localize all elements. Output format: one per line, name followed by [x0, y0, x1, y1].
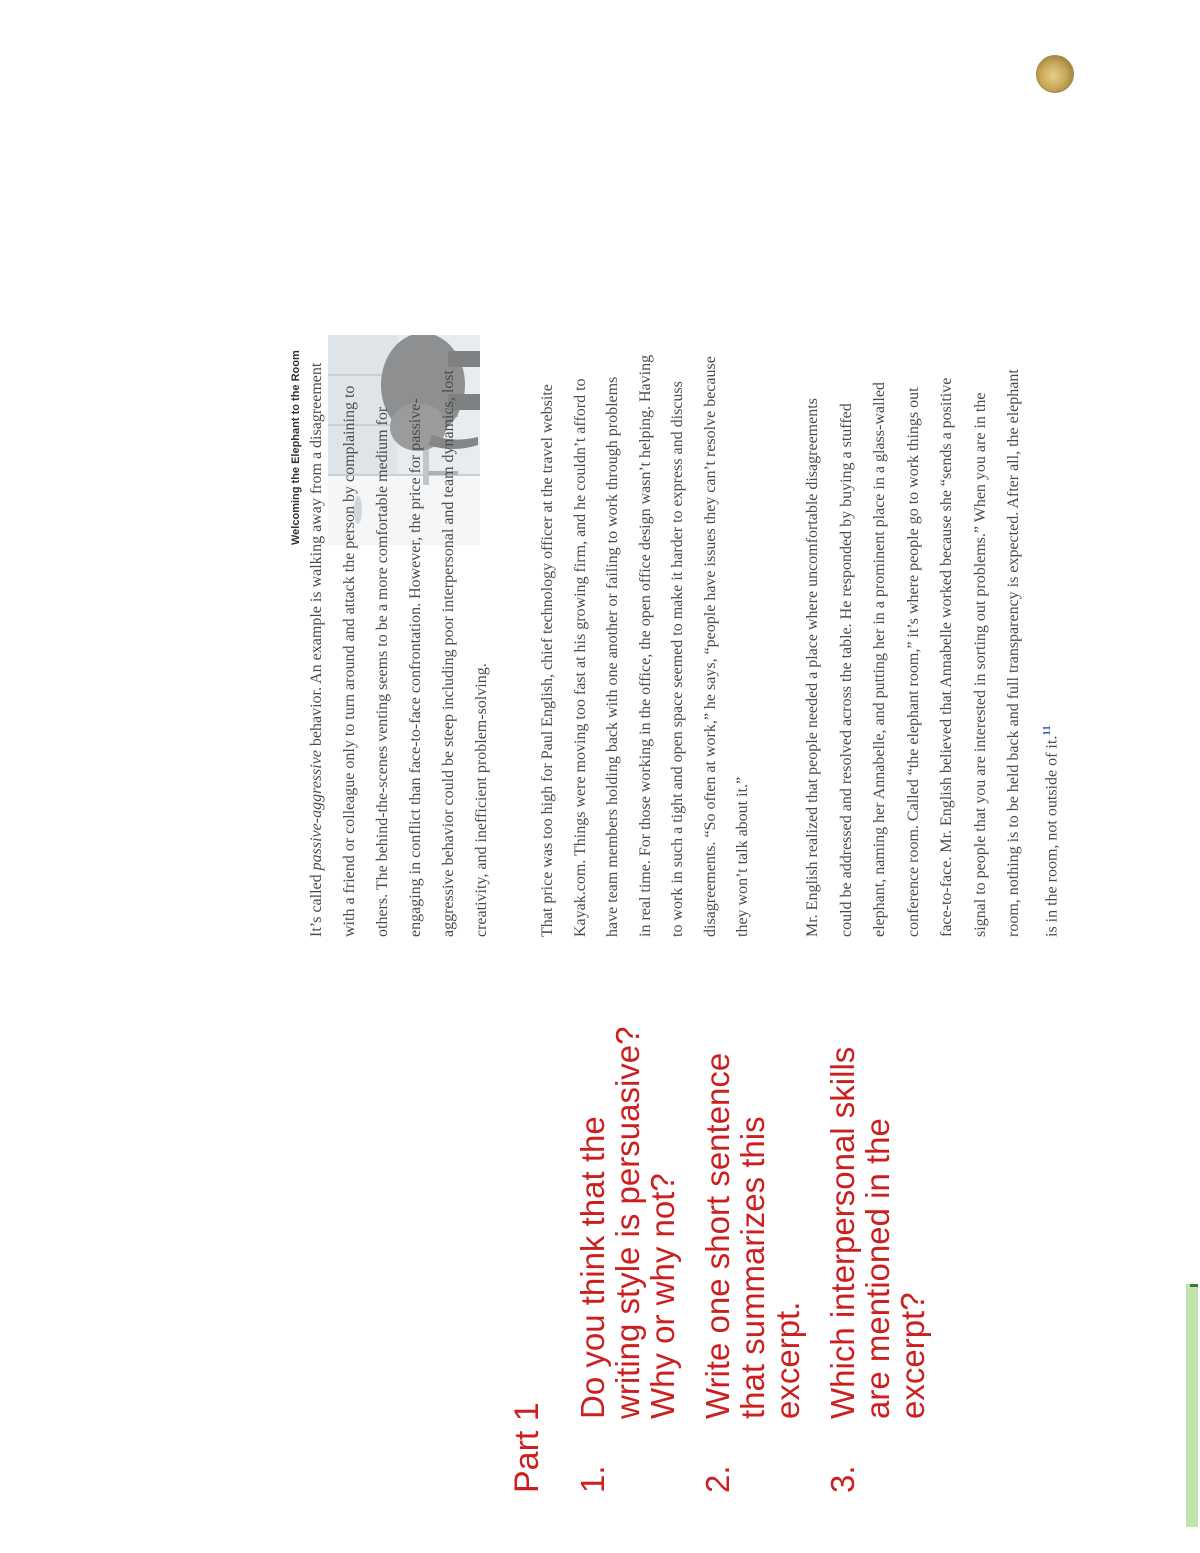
paragraph-line: to work in such a tight and open space seemed to make it harder to express and discuss — [669, 381, 686, 937]
paragraph-line: That price was too high for Paul English, chief technology officer at the travel website — [539, 384, 556, 937]
question-text-line: Do you think that the — [574, 1116, 611, 1419]
paragraph-line: creativity, and inefficient problem-solving. — [473, 663, 490, 937]
footnote-reference[interactable]: 11 — [1040, 725, 1053, 736]
question-text-line: excerpt. — [769, 1301, 806, 1419]
question-text-line: Write one short sentence — [699, 1052, 736, 1419]
question-item — [825, 1027, 930, 1494]
paragraph-line: conference room. Called “the elephant room,” it’s where people go to work things out — [904, 387, 922, 937]
paragraph-line: Mr. English realized that people needed a place where uncomfortable disagreements — [804, 398, 821, 937]
paragraph-line: aggressive behavior could be steep including poor interpersonal and team dynamics, lost — [440, 370, 457, 937]
question-number: 2. — [699, 1465, 736, 1493]
paragraph-line: is in the room, not outside of it.$^{11}$ — [1040, 725, 1060, 937]
paragraph-line: others. The behind-the-scenes venting seems to be a more comfortable medium for — [374, 406, 391, 937]
question-text-line: Which interpersonal skills — [824, 1046, 861, 1419]
part-title: Part 1 — [508, 1402, 546, 1493]
question-number: 1. — [574, 1465, 611, 1493]
question-text-line: writing style is persuasive? — [609, 1026, 646, 1419]
italic-term: passive-aggressive — [308, 750, 325, 871]
paragraph-line: elephant, naming her Annabelle, and putting her in a prominent place in a glass-walled — [871, 382, 888, 937]
green-bar-marker — [1190, 1284, 1198, 1287]
green-highlight-bar — [1186, 1284, 1198, 1527]
discussion-questions — [508, 1027, 950, 1494]
paragraph-line: in real time. For those working in the office, the open office design wasn’t helping. Having — [636, 354, 654, 937]
paragraph-line: face-to-face. Mr. English believed that Annabelle worked because she “sends a positive — [938, 377, 955, 937]
question-text-line: excerpt? — [894, 1292, 931, 1419]
question-list — [575, 1027, 930, 1494]
question-item — [700, 1027, 805, 1494]
photo-title: Welcoming the Elephant to the Room — [290, 350, 302, 545]
article-paragraph-2 — [532, 355, 760, 937]
paragraph-line: It’s called passive-aggressive behavior. An example is walking away from a disagreement — [308, 362, 325, 937]
paragraph-line: room, nothing is to be held back and full transparency is expected. After all, the elephant — [1005, 369, 1022, 937]
question-item — [575, 1027, 680, 1494]
question-text-line: Why or why not? — [644, 1173, 681, 1419]
paragraph-line: signal to people that you are interested in sorting out problems.” When you are in the — [971, 392, 989, 937]
question-number: 3. — [824, 1465, 861, 1493]
article-paragraph-3 — [796, 369, 1068, 937]
seal-icon — [1036, 55, 1074, 93]
paragraph-line: Kayak.com. Things were moving too fast at his growing firm, and he couldn’t afford to — [571, 378, 589, 937]
paragraph-line: disagreements. “So often at work,” he says, “people have issues they can’t resolve because — [701, 356, 719, 937]
question-text-line: are mentioned in the — [859, 1118, 896, 1419]
paragraph-line: engaging in conflict than face-to-face confrontation. However, the price for passive- — [407, 398, 424, 937]
paragraph-line: could be addressed and resolved across the table. He responded by buying a stuffed — [837, 403, 855, 937]
paragraph-line: they won’t talk about it.” — [734, 776, 751, 937]
article-paragraph-1 — [300, 363, 498, 937]
question-text-line: that summarizes this — [734, 1116, 771, 1419]
paragraph-line: have team members holding back with one another or failing to work through problems — [604, 376, 621, 937]
paragraph-line: with a friend or colleague only to turn around and attack the person by complaining to — [341, 385, 358, 937]
